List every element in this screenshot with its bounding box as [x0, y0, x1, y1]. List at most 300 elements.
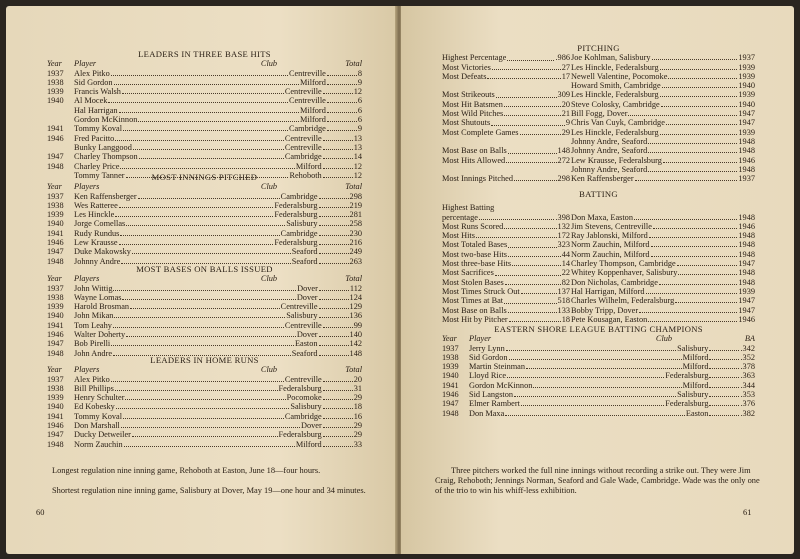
- row-total: .352: [740, 352, 755, 362]
- dot-leader: [648, 152, 737, 153]
- table-row: [47, 330, 362, 339]
- column-headers: [47, 274, 362, 283]
- row-player: Martin Steinman: [469, 362, 525, 372]
- record-left: [442, 53, 570, 62]
- row-year: 1941: [47, 411, 64, 421]
- dot-leader: [648, 143, 737, 144]
- dot-leader: [116, 408, 290, 409]
- row-year: 1946: [47, 421, 64, 431]
- row-player: Wes Ratteree: [74, 200, 118, 210]
- row-player: Sid Gordon: [469, 352, 508, 362]
- row-total: 99: [353, 320, 362, 330]
- row-total: 33: [353, 439, 362, 449]
- row-club: Centreville: [284, 374, 322, 384]
- dot-leader: [323, 446, 353, 447]
- row-year: 1938: [442, 352, 459, 362]
- dot-leader: [319, 198, 349, 199]
- row-player: Norm Zauchin: [74, 439, 123, 449]
- home-runs-table: [47, 356, 362, 449]
- dot-leader: [709, 368, 739, 369]
- table-row: [47, 69, 362, 78]
- dot-leader: [115, 140, 284, 141]
- row-player: Ed Kobesky: [74, 402, 115, 412]
- batting-highest-label: Highest Batting: [442, 203, 495, 213]
- header-total: Total: [345, 182, 362, 192]
- pitching-records: [442, 44, 755, 183]
- row-total: 136: [349, 311, 362, 321]
- row-total: 216: [349, 238, 362, 248]
- record-holder: Norm Zauchin, Milford: [571, 249, 650, 259]
- dot-leader: [319, 308, 349, 309]
- dot-leader: [709, 415, 739, 416]
- record-year: 1948: [738, 268, 755, 278]
- record-year: 1947: [738, 259, 755, 269]
- dot-leader: [520, 128, 561, 135]
- dot-leader: [327, 84, 357, 85]
- dot-leader: [319, 299, 349, 300]
- record-year: 1946: [738, 314, 755, 324]
- header-player: Player: [469, 334, 492, 344]
- row-club: Milford: [682, 352, 709, 362]
- row-club: Milford: [295, 161, 322, 171]
- dot-leader: [635, 180, 738, 181]
- batting-records: [442, 190, 755, 324]
- pitching-title: PITCHING: [577, 43, 620, 53]
- row-total: .378: [740, 362, 755, 372]
- record-value: 137: [557, 286, 570, 296]
- header-club: Club: [260, 274, 278, 284]
- row-total: 12: [353, 161, 362, 171]
- dot-leader: [319, 345, 349, 346]
- row-club: Salisbury: [677, 390, 709, 400]
- note-longest-game: Longest regulation nine inning game, Rehoboth at Easton, June 18—four hours.: [52, 466, 321, 475]
- dot-leader: [327, 121, 357, 122]
- record-label: Most Sacrifices: [442, 268, 494, 278]
- row-player: Jorge Comellas: [74, 219, 126, 229]
- record-value: 9: [565, 118, 570, 128]
- table-row: [47, 210, 362, 219]
- dot-leader: [505, 415, 685, 416]
- dot-leader: [660, 96, 738, 97]
- record-year: 1937: [738, 53, 755, 63]
- record-holder: Howard Smith, Cambridge: [571, 81, 661, 91]
- record-value: 172: [557, 231, 570, 241]
- record-holder: Don Nicholas, Cambridge: [571, 277, 658, 287]
- dot-leader: [319, 317, 349, 318]
- row-player: Gordon McKinnon: [469, 380, 533, 390]
- row-total: 6: [357, 115, 362, 125]
- row-club: Dover: [296, 330, 318, 340]
- record-row: [442, 109, 755, 118]
- row-total: .342: [740, 343, 755, 353]
- dot-leader: [111, 381, 284, 382]
- table-row: [47, 302, 362, 311]
- note-shortest-game: Shortest regulation nine inning game, Salisbury at Dover, May 19—one hour and 34 minutes.: [52, 486, 366, 495]
- record-row: [442, 231, 755, 240]
- record-value: 133: [557, 305, 570, 315]
- row-club: Pocomoke: [286, 393, 322, 403]
- record-label: Most Times at Bat: [442, 296, 504, 306]
- record-label: Most Runs Scored: [442, 221, 504, 231]
- record-row: [442, 63, 755, 72]
- record-row: [442, 250, 755, 259]
- dot-leader: [678, 274, 737, 275]
- row-player: Charley Thompson: [74, 152, 138, 162]
- record-holder: Newell Valentine, Pocomoke: [571, 71, 668, 81]
- row-total: 9: [357, 124, 362, 134]
- dot-leader: [111, 345, 294, 346]
- dot-leader: [125, 399, 285, 400]
- dot-leader: [133, 149, 284, 150]
- record-row: [442, 268, 755, 277]
- record-holder: Joe Kohlman, Salisbury: [571, 53, 651, 63]
- row-club: Centreville: [284, 133, 322, 143]
- row-year: 1939: [47, 393, 64, 403]
- row-year: 1947: [47, 247, 64, 257]
- row-year: 1941: [442, 380, 459, 390]
- record-row: [442, 240, 755, 249]
- record-left: [442, 231, 570, 240]
- dot-leader: [122, 93, 284, 94]
- header-club: Club: [655, 334, 673, 344]
- row-club: Cambridge: [288, 124, 326, 134]
- record-value: 148: [557, 146, 570, 156]
- record-year: 1948: [738, 231, 755, 241]
- dot-leader: [653, 228, 738, 229]
- dot-leader: [323, 168, 353, 169]
- dot-leader: [506, 350, 676, 351]
- table-row: [47, 430, 362, 439]
- table-row: [47, 192, 362, 201]
- record-row: [442, 165, 755, 174]
- dot-leader: [138, 198, 280, 199]
- record-row: [442, 296, 755, 305]
- record-value: 309: [557, 90, 570, 100]
- row-club: Federalsburg: [665, 399, 709, 409]
- table-row: [47, 393, 362, 402]
- table-row: [47, 115, 362, 124]
- row-club: Federalsburg: [274, 238, 318, 248]
- row-player: Alex Pitko: [74, 374, 110, 384]
- dot-leader: [709, 405, 739, 406]
- record-holder: Les Hinckle, Federalsburg: [571, 62, 659, 72]
- row-total: 249: [349, 247, 362, 257]
- row-total: 140: [349, 330, 362, 340]
- record-value: 518: [557, 296, 570, 306]
- record-value: 18: [561, 314, 570, 324]
- table-row: [442, 353, 755, 362]
- record-left: [442, 118, 570, 127]
- header-year: Year: [47, 182, 62, 192]
- table-row: [442, 399, 755, 408]
- dot-leader: [124, 446, 295, 447]
- dot-leader: [476, 231, 557, 238]
- row-total: 219: [349, 200, 362, 210]
- dot-leader: [509, 315, 561, 322]
- record-year: 1948: [738, 277, 755, 287]
- row-total: 20: [353, 374, 362, 384]
- table-row: [47, 321, 362, 330]
- row-player: Harold Brosman: [74, 302, 130, 312]
- left-page: [6, 6, 397, 554]
- header-total: Total: [345, 365, 362, 375]
- row-player: Francis Walsh: [74, 87, 121, 97]
- row-club: Milford: [300, 105, 326, 115]
- record-left: [442, 213, 570, 222]
- header-player: Players: [74, 182, 100, 192]
- record-holder: Chris Van Cuyk, Cambridge: [571, 118, 665, 128]
- row-year: 1938: [47, 200, 64, 210]
- table-row: [47, 87, 362, 96]
- dot-leader: [662, 87, 738, 88]
- record-value: 17: [561, 71, 570, 81]
- dot-leader: [648, 171, 737, 172]
- dot-leader: [504, 296, 556, 303]
- record-label: Most Shutouts: [442, 118, 491, 128]
- record-left: [442, 306, 570, 315]
- record-value: 298: [557, 174, 570, 184]
- record-label: Most two-base Hits: [442, 249, 507, 259]
- dot-leader: [660, 134, 738, 135]
- row-player: Henry Schulter: [74, 393, 125, 403]
- row-year: 1937: [442, 343, 459, 353]
- table-row: [47, 440, 362, 449]
- row-player: Lloyd Rice: [469, 371, 507, 381]
- dot-leader: [126, 336, 296, 337]
- record-year: 1947: [738, 109, 755, 119]
- row-total: 12: [353, 170, 362, 180]
- header-total: BA: [744, 334, 755, 344]
- row-year: 1938: [47, 292, 64, 302]
- column-headers: [47, 182, 362, 191]
- table-row: [442, 344, 755, 353]
- record-row: [442, 278, 755, 287]
- page-number-right: 61: [743, 508, 752, 517]
- record-year: 1940: [738, 81, 755, 91]
- batting-champions-table: [442, 325, 755, 418]
- dot-leader: [651, 256, 738, 257]
- record-row: [442, 53, 755, 62]
- record-holder: Whitey Koppenhaver, Salisbury: [571, 268, 678, 278]
- row-year: 1948: [47, 161, 64, 171]
- record-left: [442, 169, 570, 172]
- row-club: Federalsburg: [274, 210, 318, 220]
- row-year: 1940: [47, 402, 64, 412]
- dot-leader: [628, 115, 737, 116]
- page-number-left: 60: [36, 508, 45, 517]
- row-club: Centreville: [288, 96, 326, 106]
- row-total: 298: [349, 191, 362, 201]
- row-total: 142: [349, 339, 362, 349]
- row-player: Ken Raffensberger: [74, 191, 137, 201]
- header-year: Year: [442, 334, 457, 344]
- header-club: Club: [260, 365, 278, 375]
- row-year: 1938: [47, 77, 64, 87]
- record-left: [442, 250, 570, 259]
- record-row: [442, 100, 755, 109]
- record-left: [442, 296, 570, 305]
- row-total: 29: [353, 421, 362, 431]
- record-label: Most Hit by Pitcher: [442, 314, 508, 324]
- section-title: MOST INNINGS PITCHED: [151, 172, 258, 182]
- dot-leader: [319, 263, 349, 264]
- dot-leader: [319, 253, 349, 254]
- row-player: Tommy Koval: [74, 124, 123, 134]
- dot-leader: [504, 100, 561, 107]
- row-year: 1937: [47, 374, 64, 384]
- table-row: [47, 162, 362, 171]
- bases-on-balls-table: [47, 265, 362, 358]
- record-holder: Charles Wilhelm, Federalsburg: [571, 296, 675, 306]
- record-year: 1939: [738, 286, 755, 296]
- dot-leader: [123, 418, 284, 419]
- row-club: Salisbury: [290, 402, 322, 412]
- record-row: [442, 287, 755, 296]
- dot-leader: [526, 368, 682, 369]
- row-year: 1948: [47, 439, 64, 449]
- dot-leader: [319, 207, 349, 208]
- record-holder: Don Maxa, Easton: [571, 212, 633, 222]
- record-label: Most Wild Pitches: [442, 109, 504, 119]
- dot-leader: [323, 93, 353, 94]
- record-label: Most Strikeouts: [442, 90, 495, 100]
- record-label: Most Hits: [442, 231, 475, 241]
- record-row: [442, 137, 755, 146]
- dot-leader: [504, 222, 556, 229]
- row-player: Jerry Lynn: [469, 343, 505, 353]
- record-left: [442, 63, 570, 72]
- header-total: Total: [345, 59, 362, 69]
- record-row: [442, 72, 755, 81]
- dot-leader: [323, 408, 353, 409]
- table-row: [47, 152, 362, 161]
- row-player: John Andre: [74, 348, 113, 358]
- note-no-strikeouts: Three pitchers worked the full nine innings without recording a strike out. They were Jim Craig, Rehoboth; Jennings Norman, Seaford and Gale Wade, Cambridge. Wade was the only one of the trio to win his whiff-less exhibition.: [435, 466, 760, 495]
- table-row: [47, 421, 362, 430]
- row-player: Charley Price: [74, 161, 120, 171]
- dot-leader: [115, 216, 273, 217]
- row-total: 13: [353, 142, 362, 152]
- record-year: 1947: [738, 305, 755, 315]
- record-value: 44: [561, 249, 570, 259]
- dot-leader: [121, 427, 300, 428]
- row-year: 1937: [47, 283, 64, 293]
- dot-leader: [496, 90, 557, 97]
- record-year: 1939: [738, 71, 755, 81]
- dot-leader: [323, 418, 353, 419]
- record-value: 27: [561, 62, 570, 72]
- row-player: Hal Harrigan: [74, 105, 118, 115]
- header-year: Year: [47, 59, 62, 69]
- row-total: 112: [349, 283, 362, 293]
- row-total: 12: [353, 87, 362, 97]
- row-year: 1946: [47, 238, 64, 248]
- row-player: Fred Pacitto: [74, 133, 115, 143]
- record-left: [442, 90, 570, 99]
- dot-leader: [120, 235, 279, 236]
- row-player: Duke Makowsky: [74, 247, 131, 257]
- row-player: Don Maxa: [469, 408, 505, 418]
- row-year: 1947: [47, 339, 64, 349]
- dot-leader: [119, 244, 274, 245]
- row-total: 16: [353, 411, 362, 421]
- dot-leader: [521, 405, 664, 406]
- dot-leader: [323, 140, 353, 141]
- record-label: Most three-base Hits: [442, 259, 512, 269]
- record-label: Most Times Struck Out: [442, 286, 520, 296]
- record-label: Most Base on Balls: [442, 146, 507, 156]
- record-value: .398: [555, 212, 570, 222]
- record-left: [442, 287, 570, 296]
- row-player: Ducky Detweiler: [74, 430, 131, 440]
- record-label: Most Hit Batsmen: [442, 99, 503, 109]
- record-year: 1946: [738, 155, 755, 165]
- record-left: [442, 240, 570, 249]
- dot-leader: [327, 130, 357, 131]
- row-total: 14: [353, 152, 362, 162]
- table-row: [442, 362, 755, 371]
- row-year: 1939: [47, 302, 64, 312]
- dot-leader: [119, 112, 299, 113]
- dot-leader: [323, 381, 353, 382]
- row-year: 1940: [47, 219, 64, 229]
- record-left: [442, 156, 570, 165]
- dot-leader: [122, 299, 295, 300]
- row-year: 1946: [47, 133, 64, 143]
- record-year: 1948: [738, 136, 755, 146]
- record-left: [442, 85, 570, 88]
- row-player: Rudy Rundus: [74, 228, 120, 238]
- record-label: percentage: [442, 212, 478, 222]
- row-club: Centreville: [280, 302, 318, 312]
- row-player: Tom Leahy: [74, 320, 112, 330]
- record-row: [442, 128, 755, 137]
- dot-leader: [677, 265, 738, 266]
- dot-leader: [120, 168, 295, 169]
- header-club: Club: [260, 59, 278, 69]
- record-label: Most Complete Games: [442, 127, 519, 137]
- row-year: 1939: [47, 87, 64, 97]
- record-label: Most Stolen Bases: [442, 277, 504, 287]
- dot-leader: [668, 78, 737, 79]
- record-value: 132: [557, 221, 570, 231]
- table-row: [47, 229, 362, 238]
- record-holder: Ken Raffensberger: [571, 174, 634, 184]
- row-club: Dover: [296, 292, 318, 302]
- dot-leader: [661, 106, 738, 107]
- record-year: 1939: [738, 62, 755, 72]
- record-label: Most Base on Balls: [442, 305, 507, 315]
- row-player: Lew Krausse: [74, 238, 118, 248]
- table-row: [47, 219, 362, 228]
- column-headers: [47, 59, 362, 68]
- row-club: Easton: [294, 339, 318, 349]
- record-holder: Pete Kousagan, Easton: [571, 314, 648, 324]
- dot-leader: [111, 75, 288, 76]
- dot-leader: [323, 158, 353, 159]
- dot-leader: [487, 72, 560, 79]
- header-player: Players: [74, 274, 100, 284]
- dot-leader: [119, 207, 274, 208]
- column-headers: [442, 334, 755, 343]
- row-total: 13: [353, 133, 362, 143]
- dot-leader: [508, 250, 561, 257]
- record-holder: Hal Harrigan, Milford: [571, 286, 645, 296]
- record-row: [442, 146, 755, 155]
- table-row: [47, 247, 362, 256]
- row-player: Tommy Koval: [74, 411, 123, 421]
- dot-leader: [132, 253, 291, 254]
